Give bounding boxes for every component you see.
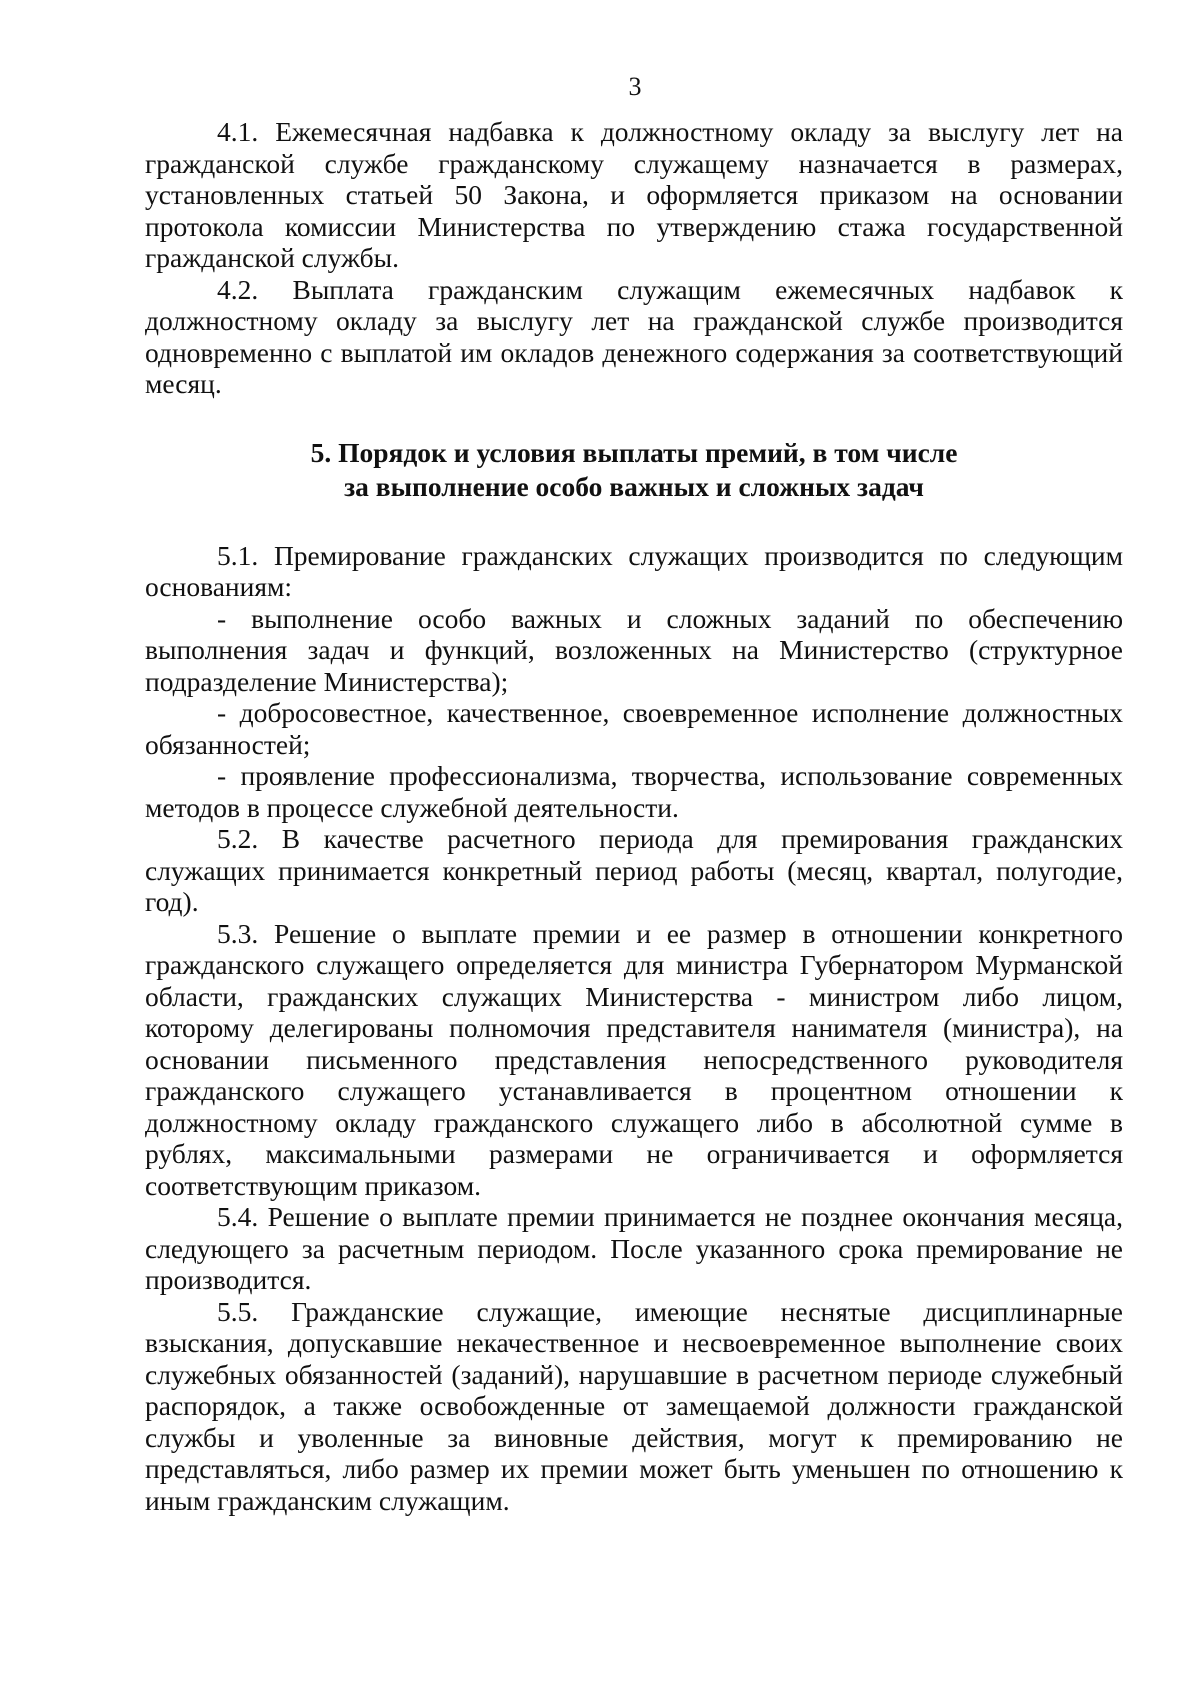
paragraph-5-2: 5.2. В качестве расчетного периода для премирования гражданских служащих принимается конкретный период работы (месяц, квартал, полугодие, год). xyxy=(145,823,1123,917)
paragraph-4-2: 4.2. Выплата гражданским служащим ежемесячных надбавок к должностному окладу за выслугу лет на гражданской службе производится одновременно с выплатой им окладов денежного содержания за соответствующий месяц. xyxy=(145,273,1123,399)
bullet-item-2: - добросовестное, качественное, своевременное исполнение должностных обязанностей; xyxy=(145,697,1123,760)
paragraph-5-5: 5.5. Гражданские служащие, имеющие неснятые дисциплинарные взыскания, допускавшие некачественное и несвоевременное выполнение своих служебных обязанностей (заданий), нарушавшие в расчетном периоде служебный распорядок, а также освобожденные от замещаемой должности гражданской службы и уволенные за виновные действия, могут к премированию не представляться, либо размер их премии может быть уменьшен по отношению к иным гражданским служащим. xyxy=(145,1295,1123,1516)
page-number: 3 xyxy=(628,72,642,101)
paragraph-5-1: 5.1. Премирование гражданских служащих производится по следующим основаниям: xyxy=(145,539,1123,602)
document-body xyxy=(145,116,1123,1516)
section-5-heading-line-1: 5. Порядок и условия выплаты премий, в том числе xyxy=(310,436,958,468)
paragraph-5-4: 5.4. Решение о выплате премии принимается не позднее окончания месяца, следующего за расчетным периодом. После указанного срока премирование не производится. xyxy=(145,1201,1123,1295)
section-5-heading xyxy=(145,436,1123,504)
section-5-heading-line-2: за выполнение особо важных и сложных задач xyxy=(344,470,924,502)
bullet-item-3: - проявление профессионализма, творчества, использование современных методов в процессе служебной деятельности. xyxy=(145,760,1123,823)
paragraph-5-3: 5.3. Решение о выплате премии и ее размер в отношении конкретного гражданского служащего определяется для министра Губернатором Мурманской области, гражданских служащих Министерства - министром либо лицом, которому делегированы полномочия представителя нанимателя (министра), на основании письменного представления непосредственного руководителя гражданского служащего устанавливается в процентном отношении к должностному окладу гражданского служащего либо в абсолютной сумме в рублях, максимальными размерами не ограничивается и оформляется соответствующим приказом. xyxy=(145,917,1123,1201)
paragraph-4-1: 4.1. Ежемесячная надбавка к должностному окладу за выслугу лет на гражданской службе гражданскому служащему назначается в размерах, установленных статьей 50 Закона, и оформляется приказом на основании протокола комиссии Министерства по утверждению стажа государственной гражданской службы. xyxy=(145,116,1123,273)
bullet-item-1: - выполнение особо важных и сложных заданий по обеспечению выполнения задач и функций, возложенных на Министерство (структурное подразделение Министерства); xyxy=(145,602,1123,697)
